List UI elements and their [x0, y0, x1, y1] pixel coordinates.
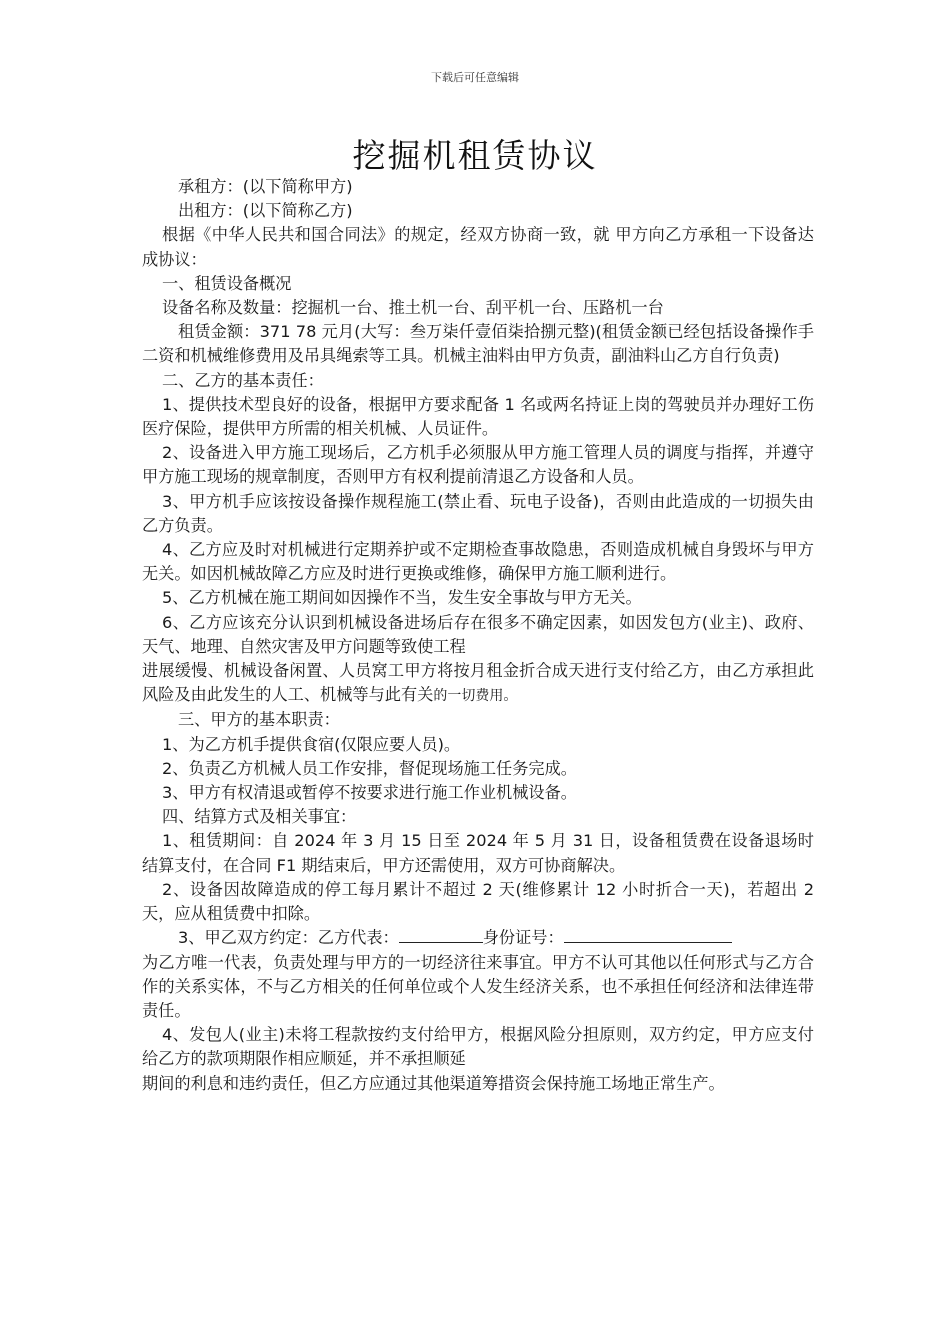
item3-prefix: 3、甲乙双方约定：乙方代表：: [178, 928, 399, 948]
section3-heading: 三、甲方的基本职责：: [178, 710, 340, 730]
section1-amount: 租赁金额：371 78 元月(大写：叁万柒仟壹佰柒拾捌元整)(租赁金额已经包括设备操作手二资和机械维修费用及吊具绳索等工具。机械主油料由甲方负责，副油料山乙方自行负责): [142, 322, 814, 366]
section2-item3: 3、甲方机手应该按设备操作规程施工(禁止看、玩电子设备)，否则由此造成的一切损失由乙方负责。: [142, 491, 814, 535]
lessor-line: 出租方：(以下简称乙方): [178, 201, 353, 221]
lessee-line: 承租方：(以下简称甲方): [178, 177, 353, 196]
section4-item3-line: [142, 926, 814, 950]
page-title: 挖掘机租赁协议: [352, 136, 598, 175]
section2-item6a: 6、乙方应该充分认识到机械设备进场后存在很多不确定因素，如因发包方(业主)、政府、天气、地理、自然灾害及甲方问题等致使工程: [142, 612, 814, 656]
section1-heading: 一、租赁设备概况: [162, 273, 292, 293]
item3-id-label: 身份证号：: [482, 928, 564, 948]
section4-item4a: 4、发包人(业主)未将工程款按约支付给甲方，根据风险分担原则，双方约定，甲方应支付给乙方的款项期限作相应顺延，并不承担顺延: [142, 1025, 814, 1069]
id-number-blank: [564, 926, 732, 943]
section4-item4b: 期间的利息和违约责任，但乙方应通过其他渠道筹措资会保持施工场地正常生产。: [142, 1073, 725, 1093]
section4-heading: 四、结算方式及相关事宜：: [162, 807, 357, 827]
section1-equipment: 设备名称及数量：挖掘机一台、推土机一台、刮平机一台、压路机一台: [162, 298, 664, 318]
section3-item3: 3、甲方有权清退或暂停不按要求进行施工作业机械设备。: [162, 783, 577, 803]
section4-item3-rest: 为乙方唯一代表，负责处理与甲方的一切经济往来事宜。甲方不认可其他以任何形式与乙方合作的关系实体，不与乙方相关的任何单位或个人发生经济关系，也不承担任何经济和法律连带责任。: [142, 952, 814, 1020]
intro-paragraph: 根据《中华人民共和国合同法》的规定，经双方协商一致，就 甲方向乙方承租一下设备达成协议：: [142, 225, 814, 269]
section2-item1: 1、提供技术型良好的设备，根据甲方要求配备 1 名或两名持证上岗的驾驶员并办理好工伤医疗保险，提供甲方所需的相关机械、人员证件。: [142, 394, 814, 439]
section2-heading: 二、乙方的基本责任：: [162, 370, 324, 390]
section3-item1: 1、为乙方机手提供食宿(仅限应要人员)。: [162, 734, 461, 754]
section2-item4: 4、乙方应及时对机械进行定期养护或不定期检查事故隐患，否则造成机械自身毁坏与甲方无关。如因机械故障乙方应及时进行更换或维修，确保甲方施工顺利进行。: [142, 540, 814, 584]
document-body: [142, 175, 814, 1096]
section3-item2: 2、负责乙方机械人员工作安排，督促现场施工任务完成。: [162, 758, 577, 778]
header-note: 下载后可任意编辑: [431, 71, 519, 84]
section2-item5: 5、乙方机械在施工期间如因操作不当，发生安全事故与甲方无关。: [162, 588, 642, 608]
section2-item6b-text: 进展缓慢、机械设备闲置、人员窝工甲方将按月租金折合成天进行支付给乙方，由乙方承担此风险及由此发生的人工、机械等与此有关: [142, 661, 814, 705]
section2-item6b: [142, 659, 814, 708]
section2-item6c-text: 的一切费用。: [433, 688, 518, 705]
section4-item2: 2、设备因故障造成的停工每月累计不超过 2 天(维修累计 12 小时折合一天)，若超出 2 天，应从租赁费中扣除。: [142, 879, 814, 924]
representative-blank: [399, 926, 483, 943]
section2-item2: 2、设备进入甲方施工现场后，乙方机手必须服从甲方施工管理人员的调度与指挥，并遵守甲方施工现场的规章制度，否则甲方有权利提前清退乙方设备和人员。: [142, 443, 814, 487]
section4-item1: 1、租赁期间：自 2024 年 3 月 15 日至 2024 年 5 月 31 日，设备租赁费在设备退场时结算支付，在合同 F1 期结束后，甲方还需使用，双方可协商解决。: [142, 831, 814, 875]
